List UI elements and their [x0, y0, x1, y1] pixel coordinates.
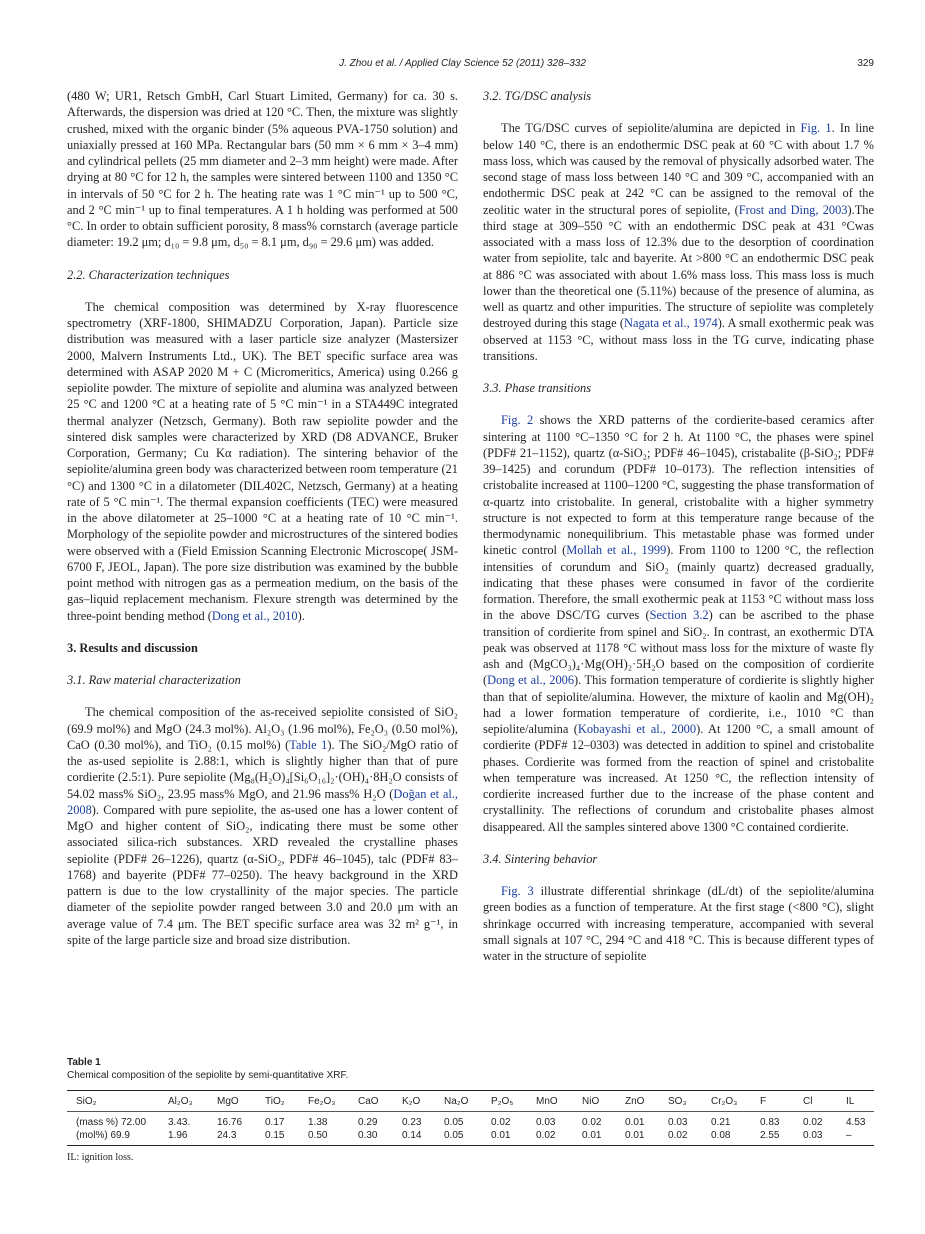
citation-link-dong-2010[interactable]: Dong et al., 2010: [211, 608, 298, 623]
paragraph-text: The TG/DSC curves of sepiolite/alumina are depicted in: [501, 121, 801, 136]
left-column: [67, 88, 458, 948]
paragraph-text: ) can be ascribed to the phase transition of cordierite from spinel and SiO₂. In contrast, an exothermic DTA peak was observed at 1178 °C without mass loss for the mixture of waste fly ash and (MgCO₃)₄·Mg(OH)₂·5H₂O based on the composition of cordierite (: [483, 608, 874, 688]
paragraph-text: The chemical composition was determined by X-ray fluorescence spectrometry (XRF-1800, SHIMADZU Corporation, Japan). Particle size distribution was measured with a laser particle size analyzer (Mastersizer 2000, Malvern Instruments Ltd., UK). The BET specific surface area was determined with ASAP 2020 M + C (Micromeritics, America) using 0.266 g sepiolite powder. The mixture of sepiolite and alumina was analyzed between 25 °C and 1200 °C at a heating rate of 5 °C min⁻¹ in a STA449C integrated thermal analyzer (Netzsch, Germany). Both raw sepiolite powder and the sintered disk samples were characterized by XRD (D8 ADVANCE, Bruker Corporation, Germany; Cu Kα radiation). The sintering behavior of the sepiolite/alumina green body was characterized between room temperature (21 °C) and 1300 °C in a dilatometer (DIL402C, Netzsch, Germany) at a heating rate of 5 °C min⁻¹. The thermal expansion coefficients (TEC) were measured in the above dilatometer at 25–1000 °C at a heating rate of 10 °C min⁻¹. Morphology of the sepiolite powder and microstructures of the sintered bodies were observed with a (Field Emission Scanning Electronic Microscope( JSM-6700 F, JEOL, Japan). The pore size distribution was examined by the bubble point method with nitrogen gas as a permeation medium, on the basis of the gas–liquid replacement mechanism. Flexure strength was determined by the three-point bending method (: [67, 299, 458, 623]
section-3-3-heading: 3.3. Phase transitions: [483, 381, 592, 395]
table-cell: 0.30: [358, 1130, 378, 1141]
citation-link-dong-2006[interactable]: Dong et al., 2006: [487, 673, 575, 688]
table-1: [67, 1057, 874, 1163]
column-header: NiO: [582, 1096, 600, 1107]
column-header: K₂O: [402, 1096, 421, 1107]
paragraph-text: ). Compared with pure sepiolite, the as-used one has a lower content of MgO and higher content of SiO₂, indicating there must be some other associated silica-rich substances. XRD revealed the crystalline phases sepiolite (PDF# 26–1226), quartz (α-SiO₂, PDF# 46–1045), talc (PDF# 83–1768) and bayerite (PDF# 77–0250). The heavy background in the XRD pattern is due to the low crystallinity of the major species. The particle diameter of the sepiolite powder ranged between 3.0 and 20.0 μm with an average value of 7.4 μm. The BET specific surface area was 32 m² g⁻¹, in spite of the large particle size and broad size distribution.: [67, 802, 458, 947]
paragraph-characterization: [67, 299, 458, 624]
journal-citation: J. Zhou et al. / Applied Clay Science 52 (2011) 328–332: [339, 58, 586, 69]
column-header: Fe₂O₃: [308, 1096, 336, 1107]
table-cell: 0.14: [402, 1130, 422, 1141]
table-cell: 16.76: [217, 1117, 243, 1128]
table-1-link[interactable]: Table 1: [289, 737, 328, 752]
table-cell: –: [846, 1130, 852, 1141]
column-header: ZnO: [625, 1096, 645, 1107]
citation-link-dogan-2008[interactable]: Doğan et al., 2008: [67, 786, 458, 817]
table-cell: 0.02: [582, 1117, 602, 1128]
table-cell: 0.83: [760, 1117, 780, 1128]
table-cell: 0.01: [582, 1130, 602, 1141]
citation-link-kobayashi-2000[interactable]: Kobayashi et al., 2000: [577, 722, 697, 736]
table-cell: 4.53: [846, 1117, 866, 1128]
running-head: [0, 58, 925, 72]
section-3-4-heading: 3.4. Sintering behavior: [483, 851, 598, 866]
section-3-2-link[interactable]: Section 3.2: [649, 608, 709, 623]
section-2-2-heading: 2.2. Characterization techniques: [67, 267, 230, 282]
column-header: IL: [846, 1096, 855, 1107]
paragraph-text: ). A small exothermic peak was observed at 1153 °C, without mass loss in the TG curve, indicating phase transitions.: [483, 316, 875, 363]
column-header: P₂O₅: [491, 1096, 514, 1107]
table-cell: 0.02: [668, 1130, 688, 1141]
table-title: Table 1: [67, 1057, 101, 1068]
column-header: SiO₂: [76, 1096, 97, 1107]
table-cell: 0.03: [536, 1117, 556, 1128]
paragraph-sintering: [483, 883, 874, 964]
table-cell: (mass %) 72.00: [76, 1117, 147, 1128]
table-cell: 24.3: [217, 1130, 237, 1141]
table-cell: 0.03: [803, 1130, 823, 1141]
paragraph-tg-dsc: [483, 120, 874, 364]
table-cell: 0.02: [536, 1130, 556, 1141]
column-header: SO₃: [668, 1096, 687, 1107]
table-footnote: IL: ignition loss.: [67, 1152, 134, 1163]
column-header: Na₂O: [444, 1096, 469, 1107]
table-cell: 0.15: [265, 1130, 285, 1141]
table-cell: (mol%) 69.9: [76, 1130, 130, 1141]
paragraph-phase-transitions: [483, 412, 874, 835]
column-header: Cl: [803, 1096, 813, 1107]
paragraph-text: ). This formation temperature of cordierite is slightly higher than that of sepiolite/alumina. However, the mixture of kaolin and Mg(OH)₂ had a lower formation temperature of cordierite, i.e., 1010 °C than sepiolite/alumina (: [483, 673, 874, 736]
column-header: Al₂O₃: [168, 1096, 193, 1107]
table-cell: 3.43.: [168, 1117, 191, 1128]
table-cell: 0.08: [711, 1130, 731, 1141]
table-cell: 0.29: [358, 1117, 378, 1128]
paragraph-text: illustrate differential shrinkage (dL/dt) of the sepiolite/alumina green bodies as a function of temperature. At the first stage (<800 °C), slight shrinkage occurred with increasing temperature, accompanied with several small signals at 107 °C, 294 °C and 418 °C. This is because different types of water in the structure of sepiolite: [483, 884, 875, 963]
header-divider: [67, 1111, 874, 1112]
citation-link-nagata-1974[interactable]: Nagata et al., 1974: [624, 316, 718, 331]
table-cell: 2.55: [760, 1130, 780, 1141]
figure-2-link[interactable]: Fig. 2: [501, 413, 534, 428]
table-cell: 1.38: [308, 1117, 328, 1128]
column-header: MnO: [536, 1096, 558, 1107]
column-header: Cr₂O₃: [711, 1096, 738, 1107]
table-cell: 0.01: [491, 1130, 511, 1141]
table-cell: 0.05: [444, 1117, 464, 1128]
section-3-heading: 3. Results and discussion: [67, 640, 198, 655]
table-cell: 0.02: [491, 1117, 511, 1128]
section-3-1-heading: 3.1. Raw material characterization: [67, 673, 241, 687]
column-header: MgO: [217, 1096, 239, 1107]
table-caption: Chemical composition of the sepiolite by semi-quantitative XRF.: [67, 1070, 349, 1081]
table-cell: 0.02: [803, 1117, 823, 1128]
paragraph-text: ).: [297, 608, 305, 623]
paragraph-raw-material: [67, 704, 458, 948]
citation-link-mollah-1999[interactable]: Mollah et al., 1999: [566, 543, 667, 558]
column-header: CaO: [358, 1096, 379, 1107]
paragraph-text: shows the XRD patterns of the cordierite-based ceramics after sintering at 1100 °C–1350 °C for 2 h. At 1100 °C, the phases were spinel (PDF# 21–1152), quartz (α-SiO₂; PDF# 46–1045), cristabalite (β-SiO₂; PDF# 39–1425) and corundum (PDF# 10–0173). The reflection intensities of cristobalite increased at 1100–1200 °C, suggesting the phase transformation of α-quartz into cristobalite. In general, cristobalite with a higher symmetry structure is not expected to form at this temperature range because of the thermodynamic nonequilibrium. This metastable phase was formed under kinetic control (: [483, 413, 875, 558]
paragraph-text: ). From 1100 to 1200 °C, the reflection intensities of corundum and SiO₂ (mainly quartz) decreased gradually, indicating that these phases were consumed in favor of the cordierite formation. Therefore, the small exothermic peak at 1153 °C without mass loss in the above DSC/TG curves (: [483, 543, 875, 623]
table-cell: 0.23: [402, 1117, 422, 1128]
table-cell: 1.96: [168, 1130, 188, 1141]
table-cell: 0.03: [668, 1117, 688, 1128]
paragraph-text: . In line below 140 °C, there is an endothermic DSC peak at 60 °C with about 1.7 % mass loss, which was caused by the removal of physically adsorbed water. The second stage of mass loss between 140 °C and 309 °C, accompanied with an endothermic DSC peak at 242 °C can be assigned to the removal of the zeolitic water in the structural pores of sepiolite, (: [483, 121, 874, 217]
table-cell: 0.01: [625, 1117, 645, 1128]
section-3-2-heading: 3.2. TG/DSC analysis: [483, 89, 592, 103]
page-number: 329: [857, 58, 874, 69]
figure-3-link[interactable]: Fig. 3: [501, 884, 534, 898]
paragraph-continued: (480 W; UR1, Retsch GmbH, Carl Stuart Limited, Germany) for ca. 30 s. Afterwards, the dispersion was dried at 120 °C. Then, the mixture was slightly crushed, mixed with the organic binder (5% aqueous PVA-1750 solution) and uniaxially pressed at 160 MPa. Rectangular bars (50 mm × 6 mm × 3–4 mm) and cylindrical pellets (25 mm diameter and 2–3 mm height) were made. After drying at 80 °C for 12 h, the samples were sintered between 1100 and 1350 °C in intervals of 50 °C for 2 h. The heating rate was 1 °C min⁻¹ up to 500 °C, and 2 °C min⁻¹ up to final temperatures. A 1 h holding was performed at 500 °C. In order to obtain sufficient porosity, 8 mass% cornstarch (average particle diameter: 19.2 μm; d₁₀ = 9.8 μm, d₅₀ = 8.1 μm, d₉₀ = 29.6 μm) was added.: [67, 89, 458, 250]
table-cell: 0.17: [265, 1117, 285, 1128]
figure-1-link[interactable]: Fig. 1: [800, 121, 832, 136]
table-cell: 0.01: [625, 1130, 645, 1141]
paragraph-text: ). At 1200 °C, a small amount of cordierite (PDF# 12–0303) was detected in addition to spinel and cristobalite phases. Cordierite was formed from the reaction of spinel and cristobalite when temperature was increased. At 1250 °C, the reflection intensity of cordierite increased further due to the increase of the phase content and crystallinity. The reflections of corundum and cristobalite phases almost disappeared. All the samples sintered above 1300 °C contained cordierite.: [483, 722, 874, 834]
paragraph-text: ).The third stage at 309–550 °C with an endothermic DSC peak at 431 °Cwas associated with a mass loss of 12.3% due to the desorption of coordination water from sepiolite, talc and bayerite. At >800 °C an endothermic DSC peak at 886 °C was associated with about 1.6% mass loss. This mass loss is much lower than the theoretical one (5.11%) because of the presence of alumina, as well as quartz and other impurities. The structure of sepiolite was completely destroyed during this stage (: [483, 202, 874, 331]
column-header: F: [760, 1096, 767, 1107]
paragraph-text: ). The SiO₂/MgO ratio of the as-used sepiolite is 2.88:1, which is slightly higher than that of pure cordierite (2.5:1). Pure sepiolite (Mg₈(H₂O)₄[Si₆O₁₆]₂·(OH)₄·8H₂O consists of 54.02 mass% SiO₂, 23.95 mass% MgO, and 21.96 mass% H₂O (: [67, 737, 459, 801]
table-body: [67, 1090, 874, 1146]
column-header: TiO₂: [265, 1096, 285, 1107]
table-cell: 0.21: [711, 1117, 731, 1128]
table-cell: 0.50: [308, 1130, 328, 1141]
table-cell: 0.05: [444, 1130, 464, 1141]
citation-link-frost-2003[interactable]: Frost and Ding, 2003: [738, 202, 848, 217]
right-column: [483, 88, 874, 964]
paragraph-text: The chemical composition of the as-received sepiolite consisted of SiO₂ (69.9 mol%) and MgO (24.3 mol%). Al₂O₃ (1.96 mol%), Fe₂O₃ (0.50 mol%), CaO (0.30 mol%), and TiO₂ (0.15 mol%) (: [67, 705, 458, 752]
